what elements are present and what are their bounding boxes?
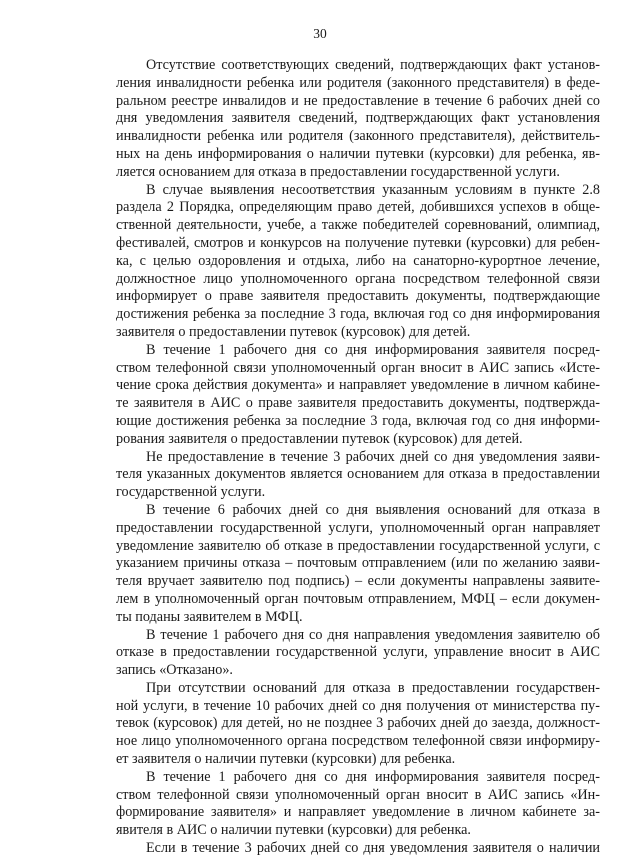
text-line: При отсутствии оснований для отказа в предоставлении государствен- — [146, 679, 600, 696]
text-line: предоставлении государственной услуги, уполномоченный орган направляет — [116, 519, 600, 536]
document-body — [116, 57, 600, 858]
text-line: ством телефонной связи уполномоченный орган вносит в АИС запись «Исте- — [116, 359, 600, 376]
text-line: тевок (курсовок) для детей, но не позднее 3 рабочих дней до заезда, должност- — [116, 715, 600, 732]
text-line: ное лицо уполномоченного органа посредством телефонной связи информиру- — [116, 733, 600, 750]
text-line: ральном реестре инвалидов и не предоставление в течение 6 рабочих дней со — [116, 92, 600, 109]
text-line: информирует о праве заявителя предоставить документы, подтверждающие — [116, 288, 600, 305]
text-line: теля вручает заявителю под подпись) – если документы направлены заявите- — [116, 573, 600, 590]
text-line: фестивалей, смотров и конкурсов на получение путевки (курсовки) для ребен- — [116, 234, 600, 251]
text-line: чение срока действия документа» и направляет уведомление в личном кабине- — [116, 377, 600, 394]
text-line: отказе в предоставлении государственной услуги, управление вносит в АИС — [116, 644, 600, 661]
text-line: Отсутствие соответствующих сведений, подтверждающих факт установ- — [146, 57, 600, 73]
text-line: раздела 2 Порядка, определяющим право детей, добившихся успехов в обще- — [116, 199, 600, 216]
text-line: достижения ребенка за последние 3 года, включая год со дня информирования — [116, 306, 600, 323]
text-line: дня уведомления заявителя сведений, подтверждающих факт установления — [116, 110, 600, 127]
text-line: Если в течение 3 рабочих дней со дня уведомления заявителя о наличии — [146, 840, 600, 857]
text-line: теля указанных документов является основанием для отказа в предоставлении — [116, 466, 600, 483]
text-line: явителя в АИС о наличии путевки (курсовки) для ребенка. — [116, 822, 471, 839]
text-line: инвалидности ребенка или родителя (законного представителя), действитель- — [116, 128, 600, 145]
text-line: ка, с целью оздоровления и отдыха, либо на санаторно-курортное лечение, — [116, 252, 600, 269]
text-line: ственной деятельности, учебе, а также победителей соревнований, олимпиад, — [116, 217, 600, 234]
text-line: уведомление заявителю об отказе в предоставлении государственной услуги, с — [116, 537, 600, 554]
text-line: В течение 1 рабочего дня со дня информирования заявителя посред- — [146, 341, 600, 358]
text-line: ления инвалидности ребенка или родителя (законного представителя) в феде- — [116, 74, 600, 91]
text-line: Не предоставление в течение 3 рабочих дней со дня уведомления заяви- — [146, 448, 600, 465]
text-line: запись «Отказано». — [116, 662, 233, 679]
text-line: ющие достижения ребенка за последние 3 года, включая год со дня информи- — [116, 412, 600, 429]
text-line: формирование заявителя» и направляет уведомление в личном кабинете за- — [116, 804, 600, 821]
page-number: 30 — [313, 26, 327, 41]
text-line: В течение 1 рабочего дня со дня информирования заявителя посред- — [146, 768, 600, 785]
text-line: лем в уполномоченный орган почтовым отправлением, МФЦ – если докумен- — [116, 590, 600, 607]
text-line: В случае выявления несоответствия указанным условиям в пункте 2.8 — [146, 181, 600, 198]
text-line: рования заявителя о предоставлении путевок (курсовок) для детей. — [116, 430, 523, 447]
text-line: должностное лицо уполномоченного органа посредством телефонной связи — [116, 270, 600, 287]
text-line: указанием причины отказа – почтовым отправлением (или по желанию заяви- — [116, 555, 600, 572]
text-line: те заявителя в АИС о праве заявителя предоставить документы, подтвержда- — [116, 395, 600, 412]
text-line: государственной услуги. — [116, 484, 266, 501]
text-line: заявителя о предоставлении путевок (курсовок) для детей. — [116, 323, 471, 340]
text-line: ных на день информирования о наличии путевки (курсовки) для ребенка, яв- — [116, 145, 600, 162]
text-line: В течение 1 рабочего дня со дня направления уведомления заявителю об — [146, 626, 600, 643]
text-line: ной услуги, в течение 10 рабочих дней со дня получения от министерства пу- — [116, 697, 600, 714]
text-line: ляется основанием для отказа в предоставлении государственной услуги. — [116, 163, 560, 180]
text-line: ством телефонной связи уполномоченный орган вносит в АИС запись «Ин- — [116, 786, 600, 803]
text-line: В течение 6 рабочих дней со дня выявления оснований для отказа в — [146, 501, 600, 518]
text-line: ты поданы заявителем в МФЦ. — [116, 608, 303, 625]
text-line: ет заявителя о наличии путевки (курсовки) для ребенка. — [116, 751, 456, 768]
